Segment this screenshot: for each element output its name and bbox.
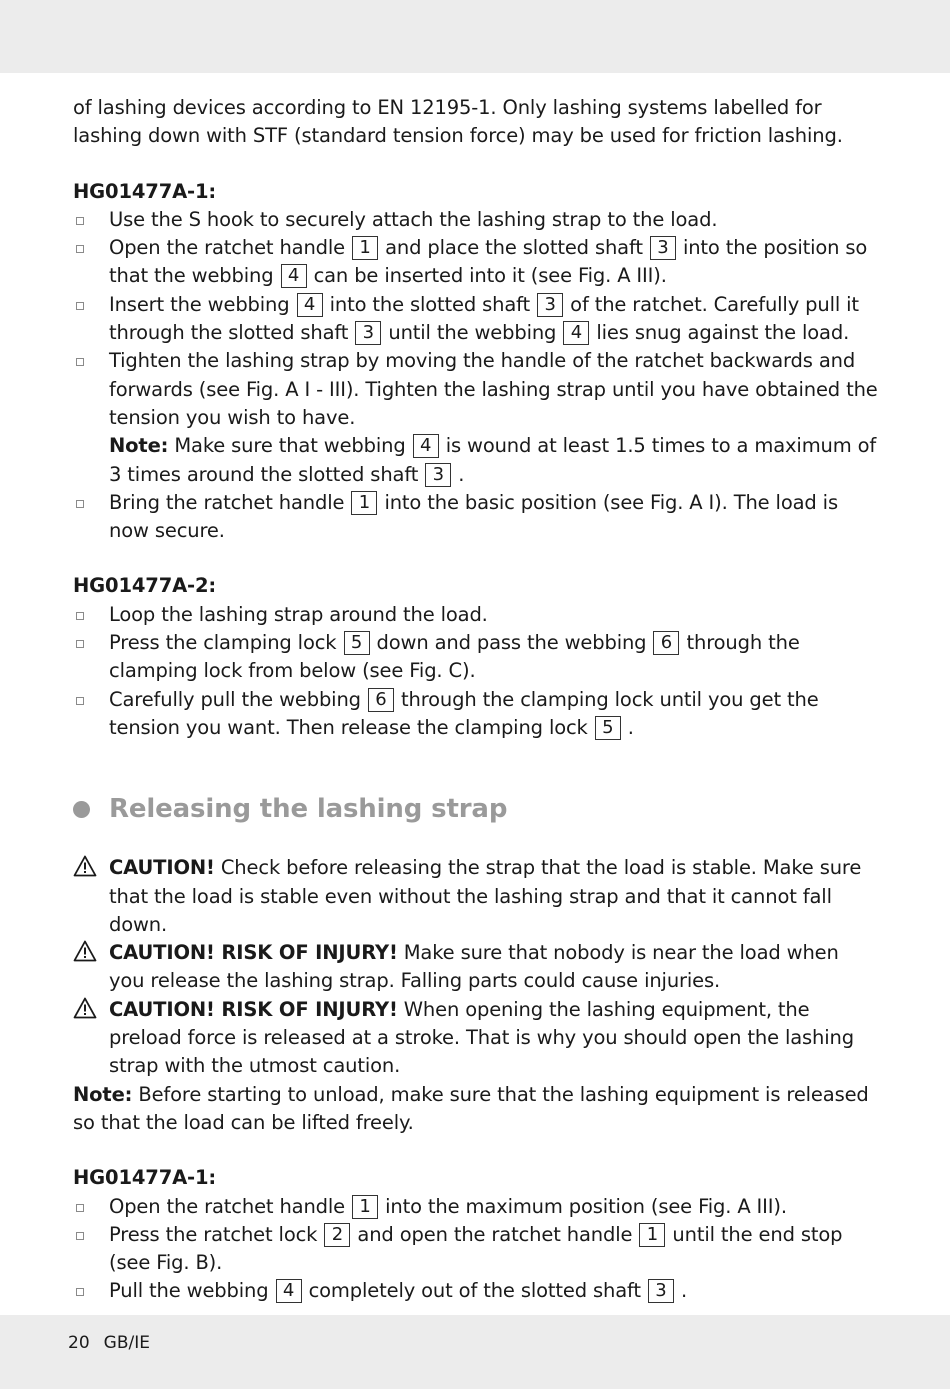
text-segment: into the basic position (see Fig. A I). The load is now secure.: [109, 490, 838, 543]
warnings-block: [73, 854, 879, 1080]
text-segment: .: [621, 715, 634, 739]
square-bullet-icon: [76, 1288, 84, 1296]
text-segment: down and pass the webbing: [370, 631, 653, 655]
part-number-box: 5: [595, 716, 621, 740]
caution-paragraph: [73, 854, 879, 939]
subheading-hg01477a-1: HG01477A-1:: [73, 179, 217, 203]
square-bullet-icon: [76, 217, 84, 225]
text-segment: of the ratchet. Carefully pull it through the slotted shaft: [109, 292, 859, 345]
note-label: Note:: [109, 434, 169, 458]
part-number-box: 6: [368, 688, 394, 712]
part-number-box: 1: [639, 1223, 665, 1247]
list-item: [73, 1221, 879, 1278]
intro-paragraph: of lashing devices according to EN 12195-1. Only lashing systems labelled for lashing down with STF (standard tension force) may be used for friction lashing.: [73, 96, 843, 148]
list-item: [73, 291, 879, 348]
text-segment: completely out of the slotted shaft: [302, 1279, 647, 1303]
subheading-hg01477a-2: HG01477A-2:: [73, 574, 217, 598]
text-segment: lies snug against the load.: [590, 321, 850, 345]
part-number-box: 5: [344, 631, 370, 655]
instruction-list: [73, 489, 879, 546]
bullet-dot-icon: [73, 801, 90, 818]
list-item: [73, 489, 879, 546]
header-band: [0, 0, 950, 73]
instruction-list: [73, 601, 879, 742]
caution-text: Check before releasing the strap that the load is stable. Make sure that the load is stable even without the lashing strap and that it cannot fall down.: [109, 856, 862, 936]
list-item: [73, 601, 879, 629]
part-number-box: 4: [297, 293, 323, 317]
caution-label: CAUTION! RISK OF INJURY!: [109, 941, 398, 965]
caution-text: Make sure that nobody is near the load when you release the lashing strap. Falling parts could cause injuries.: [109, 941, 839, 993]
text-segment: Make sure that webbing: [168, 434, 412, 458]
caution-paragraph: [73, 939, 879, 996]
note-text: [109, 434, 876, 485]
text-segment: through the clamping lock from below (see Fig. C).: [109, 631, 800, 683]
list-item: [73, 686, 879, 743]
text-segment: until the end stop (see Fig. B).: [109, 1222, 843, 1275]
square-bullet-icon: [76, 640, 84, 648]
warning-triangle-icon: [73, 940, 97, 962]
square-bullet-icon: [76, 697, 84, 705]
part-number-box: 3: [425, 463, 451, 487]
square-bullet-icon: [76, 500, 84, 508]
square-bullet-icon: [76, 302, 84, 310]
page-number: 20: [68, 1333, 90, 1353]
list-item: [73, 234, 879, 291]
part-number-box: 4: [413, 434, 439, 458]
instruction-list: [73, 206, 879, 432]
text-segment: Loop the lashing strap around the load.: [109, 602, 488, 626]
instruction-list: [73, 1193, 879, 1306]
warning-triangle-icon: [73, 855, 97, 877]
text-segment: Open the ratchet handle: [109, 1194, 352, 1218]
note-text: Before starting to unload, make sure that the lashing equipment is released so that the load can be lifted freely.: [73, 1082, 869, 1134]
square-bullet-icon: [76, 612, 84, 620]
text-segment: Open the ratchet handle: [109, 236, 352, 260]
text-segment: Carefully pull the webbing: [109, 687, 367, 711]
part-number-box: 6: [653, 631, 679, 655]
part-number-box: 1: [351, 491, 377, 515]
part-number-box: 4: [276, 1279, 302, 1303]
text-segment: into the maximum position (see Fig. A III).: [379, 1194, 787, 1218]
section-heading-text: Releasing the lashing strap: [109, 794, 508, 825]
list-item: [73, 1277, 879, 1305]
part-number-box: 3: [355, 321, 381, 345]
square-bullet-icon: [76, 358, 84, 366]
caution-text: When opening the lashing equipment, the preload force is released at a stroke. That is why you should open the lashing strap with the utmost caution.: [109, 997, 854, 1078]
text-segment: is wound at least 1.5 times to a maximum of 3 times around the slotted shaft: [109, 434, 877, 486]
text-segment: through the clamping lock until you get the tension you want. Then release the clamping lock: [109, 687, 819, 739]
unload-note-paragraph: [73, 1081, 879, 1138]
text-segment: .: [452, 462, 465, 486]
part-number-box: 1: [352, 1195, 378, 1219]
note-label: Note:: [73, 1082, 133, 1106]
subheading-hg01477a-1-release: HG01477A-1:: [73, 1166, 217, 1190]
region-code: GB/IE: [103, 1333, 150, 1353]
text-segment: Pull the webbing: [109, 1279, 275, 1303]
text-segment: into the position so that the webbing: [109, 236, 868, 288]
text-segment: .: [674, 1279, 688, 1303]
text-segment: into the slotted shaft: [323, 292, 537, 316]
list-item: [73, 347, 879, 432]
text-segment: Bring the ratchet handle: [109, 490, 351, 514]
part-number-box: 3: [650, 236, 676, 260]
text-segment: can be inserted into it (see Fig. A III).: [307, 264, 667, 288]
part-number-box: 4: [563, 321, 589, 345]
text-segment: until the webbing: [382, 321, 563, 345]
text-segment: and place the slotted shaft: [379, 236, 649, 260]
list-item: [73, 206, 879, 234]
warning-triangle-icon: [73, 997, 97, 1019]
caution-label: CAUTION! RISK OF INJURY!: [109, 997, 398, 1021]
page-content: [73, 94, 879, 1306]
text-segment: Press the ratchet lock: [109, 1222, 324, 1246]
list-item: [73, 1193, 879, 1221]
text-segment: and open the ratchet handle: [351, 1222, 639, 1246]
caution-paragraph: [73, 996, 879, 1081]
square-bullet-icon: [76, 245, 84, 253]
text-segment: Use the S hook to securely attach the lashing strap to the load.: [109, 207, 718, 231]
note-paragraph: [73, 432, 879, 489]
caution-label: CAUTION!: [109, 856, 215, 880]
section-heading: [73, 792, 879, 826]
part-number-box: 3: [537, 293, 563, 317]
text-segment: Press the clamping lock: [109, 631, 343, 655]
part-number-box: 4: [281, 264, 307, 288]
square-bullet-icon: [76, 1232, 84, 1240]
list-item: [73, 629, 879, 686]
part-number-box: 2: [324, 1223, 350, 1247]
text-segment: Tighten the lashing strap by moving the handle of the ratchet backwards and forwards (see Fig. A I - III). Tighten the lashing strap until you have obtained the tension you wish to have.: [109, 349, 878, 429]
text-segment: Insert the webbing: [109, 292, 296, 316]
part-number-box: 1: [352, 236, 378, 260]
part-number-box: 3: [648, 1279, 674, 1303]
square-bullet-icon: [76, 1204, 84, 1212]
page-footer: [68, 1333, 150, 1353]
